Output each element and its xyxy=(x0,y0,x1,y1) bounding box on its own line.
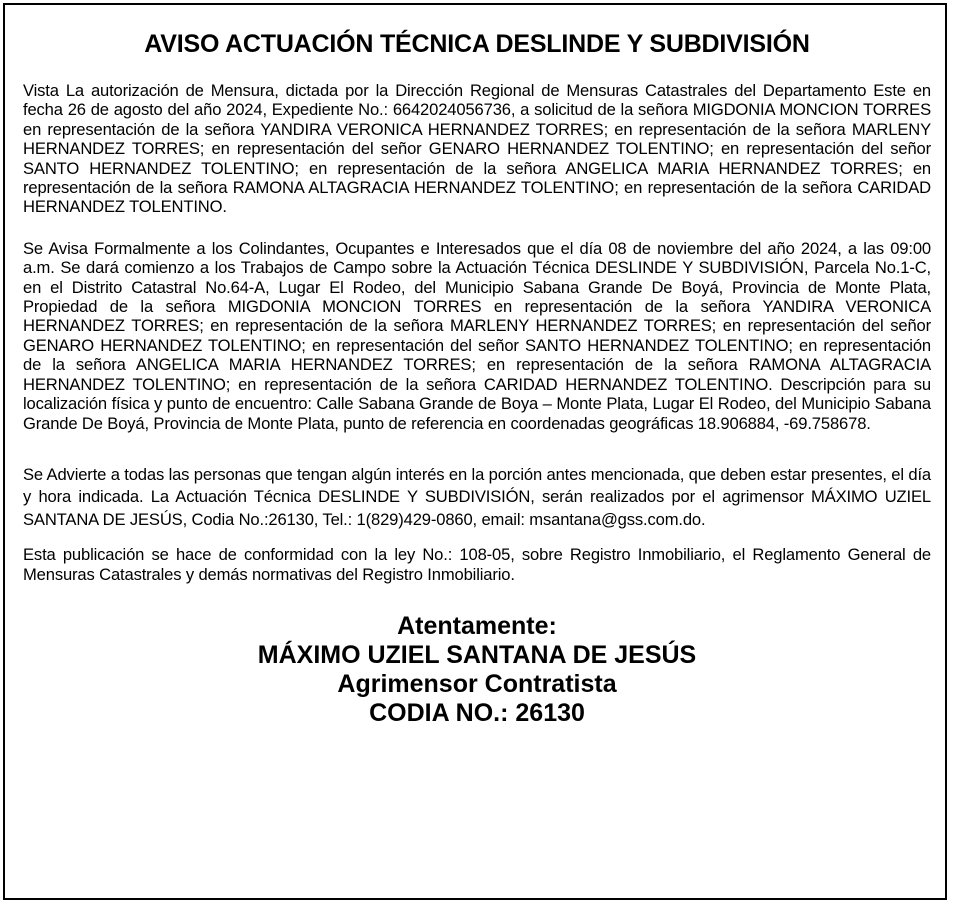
paragraph-authorization: Vista La autorización de Mensura, dictada por la Dirección Regional de Mensuras Catastrales del Departamento Este en fecha 26 de agosto del año 2024, Expediente No.: 6642024056736, a solicitud de la señora MIGDONIA MONCION TORRES en representación de la señora YANDIRA VERONICA HERNANDEZ TORRES; en representación de la señora MARLENY HERNANDEZ TORRES; en representación del señor GENARO HERNANDEZ TOLENTINO; en representación del señor SANTO HERNANDEZ TOLENTINO; en representación de la señora ANGELICA MARIA HERNANDEZ TORRES; en representación de la señora RAMONA ALTAGRACIA HERNANDEZ TOLENTINO; en representación de la señora CARIDAD HERNANDEZ TOLENTINO. xyxy=(23,81,931,217)
notice-title: AVISO ACTUACIÓN TÉCNICA DESLINDE Y SUBDIVISIÓN xyxy=(144,30,810,58)
signature-closing: Atentamente: xyxy=(397,612,557,641)
notice-content xyxy=(23,29,931,728)
signature-role: Agrimensor Contratista xyxy=(337,670,617,699)
paragraph-field-work-notice: Se Avisa Formalmente a los Colindantes, Ocupantes e Interesados que el día 08 de noviembre del año 2024, a las 09:00 a.m. Se dará comienzo a los Trabajos de Campo sobre la Actuación Técnica DESLINDE Y SUBDIVISIÓN, Parcela No.1-C, en el Distrito Catastral No.64-A, Lugar El Rodeo, del Municipio Sabana Grande De Boyá, Provincia de Monte Plata, Propiedad de la señora MIGDONIA MONCION TORRES en representación de la señora YANDIRA VERONICA HERNANDEZ TORRES; en representación de la señora MARLENY HERNANDEZ TORRES; en representación del señor GENARO HERNANDEZ TOLENTINO; en representación del señor SANTO HERNANDEZ TOLENTINO; en representación de la señora ANGELICA MARIA HERNANDEZ TORRES; en representación de la señora RAMONA ALTAGRACIA HERNANDEZ TOLENTINO; en representación de la señora CARIDAD HERNANDEZ TOLENTINO. Descripción para su localización física y punto de encuentro: Calle Sabana Grande de Boya – Monte Plata, Lugar El Rodeo, del Municipio Sabana Grande De Boyá, Provincia de Monte Plata, punto de referencia en coordenadas geográficas 18.906884, -69.758678. xyxy=(23,238,931,433)
paragraph-legal-basis: Esta publicación se hace de conformidad con la ley No.: 108-05, sobre Registro Inmobiliario, el Reglamento General de Mensuras Catastrales y demás normativas del Registro Inmobiliario. xyxy=(23,545,931,584)
signature-codia: CODIA NO.: 26130 xyxy=(369,699,585,728)
notice-border xyxy=(3,3,947,900)
signature-block xyxy=(23,612,931,728)
paragraph-warning: Se Advierte a todas las personas que tengan algún interés en la porción antes mencionada, que deben estar presentes, el día y hora indicada. La Actuación Técnica DESLINDE Y SUBDIVISIÓN, serán realizados por el agrimensor MÁXIMO UZIEL SANTANA DE JESÚS, Codia No.:26130, Tel.: 1(829)429-0860, email: msantana@gss.com.do. xyxy=(23,464,931,529)
signature-name: MÁXIMO UZIEL SANTANA DE JESÚS xyxy=(257,641,697,670)
